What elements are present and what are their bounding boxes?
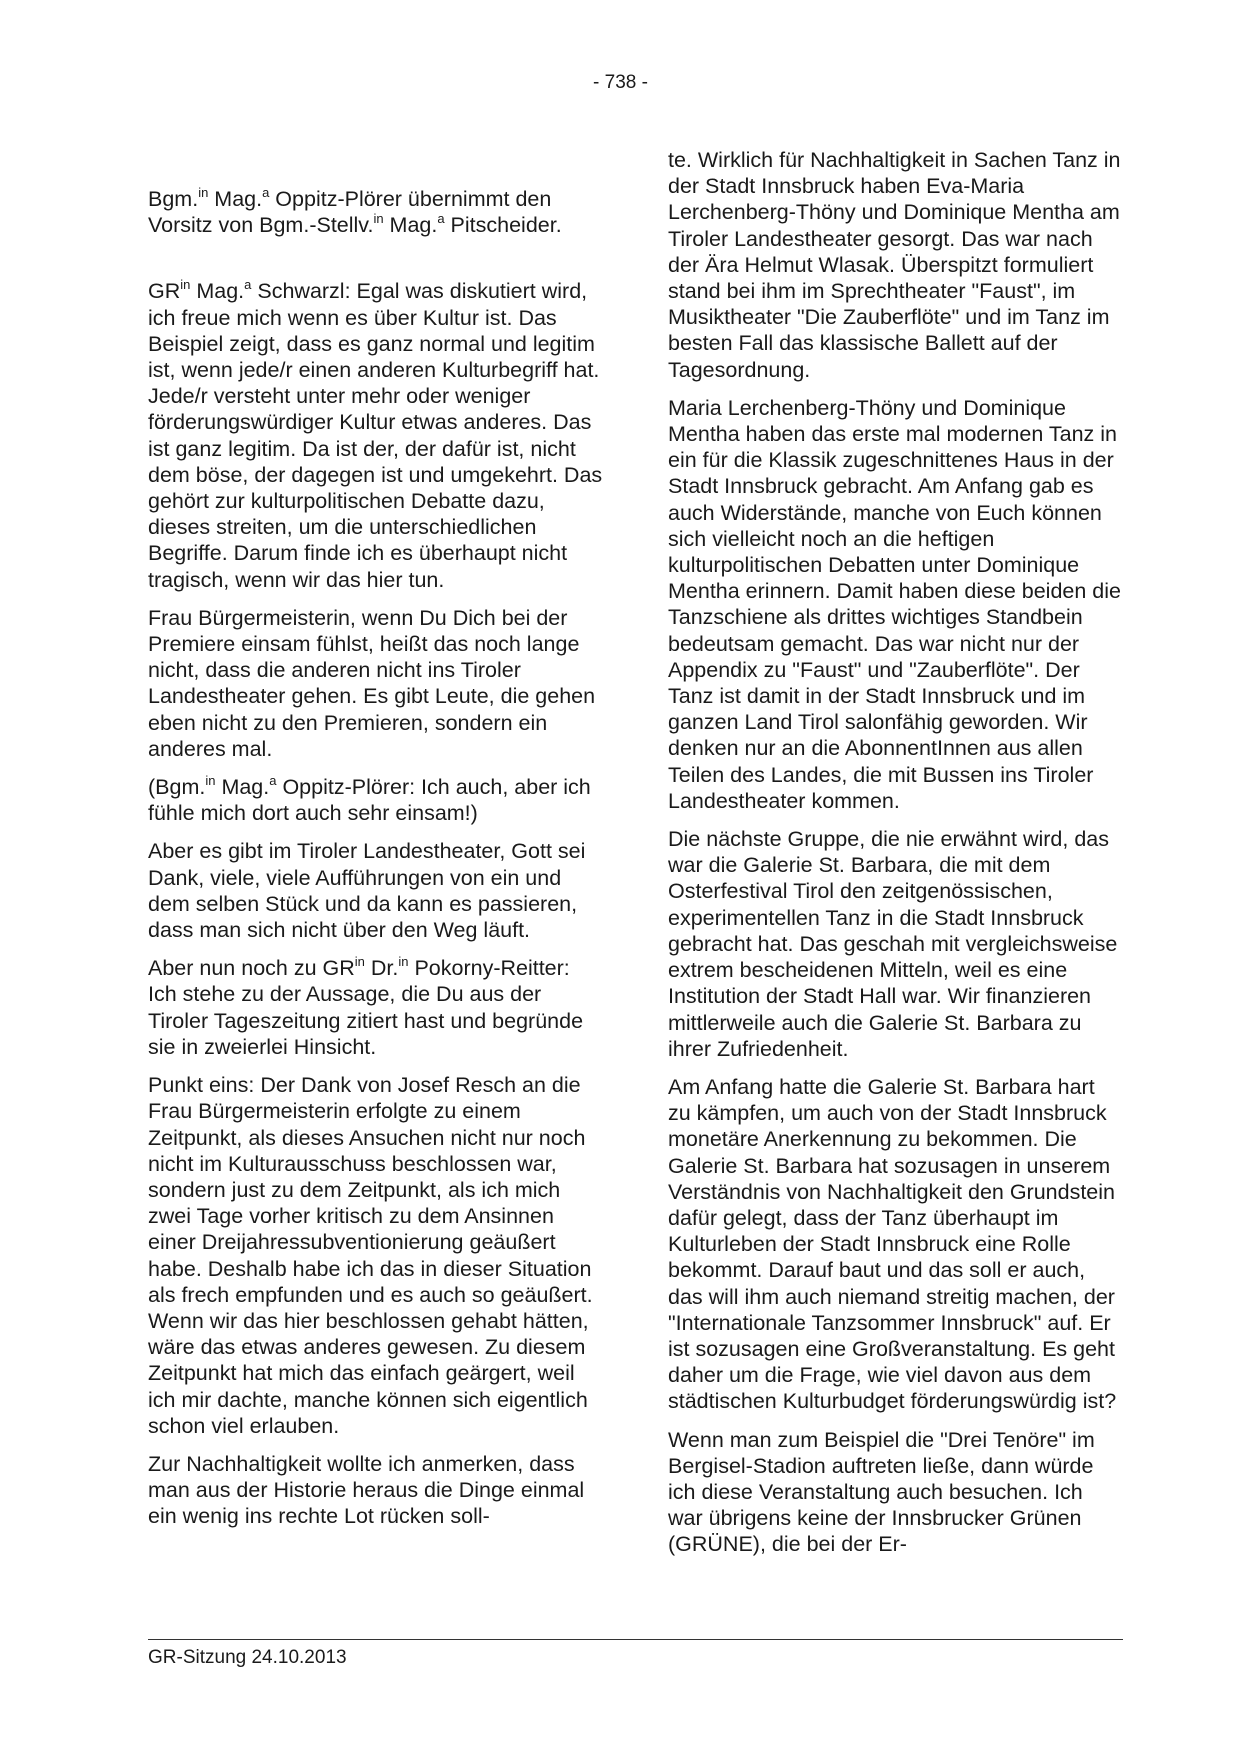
paragraph-schwarzl-speech: $GR^{in}$ Mag.$^a$ Schwarzl: Egal was diskutiert wird, ich freue mich wenn es über Kultur ist. Das Beispiel zeigt, dass es ganz normal und legitim ist, wenn jede/r einen anderen Kulturbegriff hat. Jede/r versteht unter mehr oder weniger förderungswürdiger Kultur etwas anderes. Das ist ganz legitim. Da ist der, der dafür ist, nicht dem böse, der dagegen ist und umgekehrt. Das gehört zur kulturpolitischen Debatte dazu, dieses streiten, um die unterschiedlichen Begriffe. Darum finde ich es überhaupt nicht tragisch, wenn wir das hier tun. [148,277,603,592]
paragraph: te. Wirklich für Nachhaltigkeit in Sachen Tanz in der Stadt Innsbruck haben Eva-Maria Lerchenberg-Thöny und Dominique Mentha am Tiroler Landestheater gesorgt. Das war nach der Ära Helmut Wlasak. Überspitzt formuliert stand bei ihm im Sprechtheater "Faust", im Musiktheater "Die Zauberflöte" und im Tanz im besten Fall das klassische Ballett auf der Tagesordnung. [668,148,1121,382]
left-column [148,186,603,1542]
paragraph: Punkt eins: Der Dank von Josef Resch an die Frau Bürgermeisterin erfolgte zu einem Zeitpunkt, als dieses Ansuchen nicht nur noch nicht im Kulturausschuss beschlossen war, sondern just zu dem Zeitpunkt, als ich mich zwei Tage vorher kritisch zu dem Ansinnen einer Dreijahressubventionierung geäußert habe. Deshalb habe ich das in dieser Situation als frech empfunden und es auch so geäußert. Wenn wir das hier beschlossen gehabt hätten, wäre das etwas anderes gewesen. Zu diesem Zeitpunkt hat mich das einfach geärgert, weil ich mir dachte, manche können sich eigentlich schon viel erlauben. [148,1073,593,1438]
page-number: - 738 - [593,72,648,93]
paragraph: Die nächste Gruppe, die nie erwähnt wird, das war die Galerie St. Barbara, die mit dem Osterfestival Tirol den zeitgenössischen, experimentellen Tanz in die Stadt Innsbruck gebracht hat. Das geschah mit vergleichsweise extrem bescheidenen Mitteln, weil es eine Institution der Stadt Hall war. Wir finanzieren mittlerweile auch die Galerie St. Barbara zu ihrer Zufriedenheit. [668,827,1118,1061]
paragraph: Frau Bürgermeisterin, wenn Du Dich bei der Premiere einsam fühlst, heißt das noch lange nicht, dass die anderen nicht ins Tiroler Landestheater gehen. Es gibt Leute, die gehen eben nicht zu den Premieren, sondern ein anderes mal. [148,605,596,761]
interjection: (Bgm.$^{in}$ Mag.$^a$ Oppitz-Plörer: Ich auch, aber ich fühle mich dort auch sehr einsam!) [148,773,591,826]
chair-change-note: Bgm.$^{in}$ Mag.$^a$ Oppitz-Plörer übernimmt den Vorsitz von Bgm.-Stellv.$^{in}$ Mag.$^a$ Pitscheider. [148,185,562,238]
footer-session-date: GR-Sitzung 24.10.2013 [148,1647,347,1668]
paragraph: Aber nun noch zu $GR^{in}$ Dr.$^{in}$ Pokorny-Reitter: Ich stehe zu der Aussage, die Du aus der Tiroler Tageszeitung zitiert hast und begründe sie in zweierlei Hinsicht. [148,954,584,1059]
paragraph: Zur Nachhaltigkeit wollte ich anmerken, dass man aus der Historie heraus die Dinge einmal ein wenig ins rechte Lot rücken soll- [148,1451,585,1529]
paragraph: Am Anfang hatte die Galerie St. Barbara hart zu kämpfen, um auch von der Stadt Innsbruck monetäre Anerkennung zu bekommen. Die Galerie St. Barbara hat sozusagen in unserem Verständnis von Nachhaltigkeit den Grundstein dafür gelegt, dass der Tanz überhaupt im Kulturleben der Stadt Innsbruck eine Rolle bekommt. Darauf baut und das soll er auch, das will ihm auch niemand streitig machen, der "Internationale Tanzsommer Innsbruck" auf. Er ist sozusagen eine Großveranstaltung. Es geht daher um die Frage, wie viel davon aus dem städtischen Kulturbudget förderungswürdig ist? [668,1074,1117,1414]
footer-divider [148,1639,1123,1640]
paragraph: Aber es gibt im Tiroler Landestheater, Gott sei Dank, viele, viele Aufführungen von ein und dem selben Stück und da kann es passieren, dass man sich nicht über den Weg läuft. [148,839,586,943]
paragraph: Wenn man zum Beispiel die "Drei Tenöre" im Bergisel-Stadion auftreten ließe, dann würde ich diese Veranstaltung auch besuchen. Ich war übrigens keine der Innsbrucker Grünen (GRÜNE), die bei der Er- [668,1427,1095,1557]
right-column [668,147,1123,1570]
paragraph: Maria Lerchenberg-Thöny und Dominique Mentha haben das erste mal modernen Tanz in ein für die Klassik zugeschnittenes Haus in der Stadt Innsbruck gebracht. Am Anfang gab es auch Widerstände, manche von Euch können sich vielleicht noch an die heftigen kulturpolitischen Debatten unter Dominique Mentha erinnern. Damit haben diese beiden die Tanzschiene als drittes wichtiges Standbein bedeutsam gemacht. Das war nicht nur der Appendix zu "Faust" und "Zauberflöte". Der Tanz ist damit in der Stadt Innsbruck und im ganzen Land Tirol salonfähig geworden. Wir denken nur an die AbonnentInnen aus allen Teilen des Landes, die mit Bussen ins Tiroler Landestheater kommen. [668,395,1121,813]
